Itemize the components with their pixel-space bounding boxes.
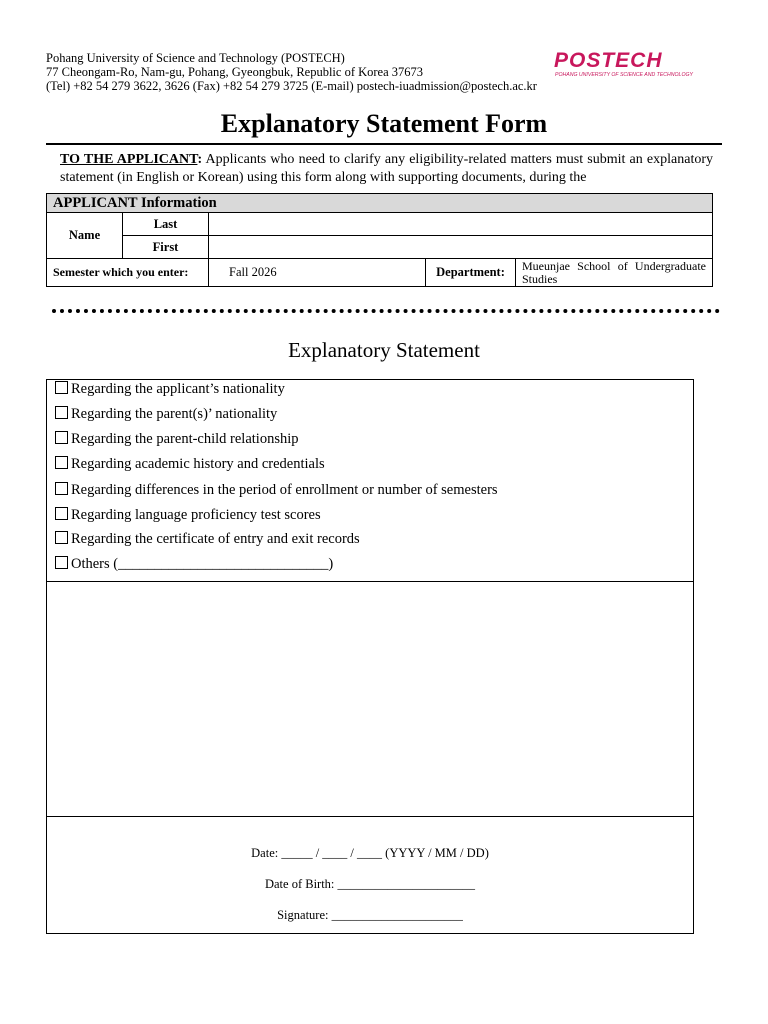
checkbox-icon[interactable] — [55, 456, 68, 469]
signature-line[interactable]: Signature: _____________________ — [277, 908, 463, 922]
option-label: Regarding the applicant’s nationality — [71, 381, 285, 397]
intro-paragraph — [60, 151, 713, 187]
svg-text:POHANG UNIVERSITY OF SCIENCE A: POHANG UNIVERSITY OF SCIENCE AND TECHNOLOGY — [555, 72, 693, 78]
checkbox-option[interactable] — [55, 431, 299, 448]
option-label: Regarding language proficiency test scores — [71, 507, 321, 523]
checkbox-option[interactable] — [55, 482, 498, 499]
checkbox-option[interactable] — [55, 456, 325, 473]
title-rule — [46, 143, 722, 145]
intro-lead: TO THE APPLICANT — [60, 152, 198, 167]
institution-address: 77 Cheongam-Ro, Nam-gu, Pohang, Gyeongbuk, Republic of Korea 37673 — [46, 65, 424, 79]
first-name-label: First — [123, 236, 209, 259]
checkbox-icon[interactable] — [55, 381, 68, 394]
option-label: Others (_____________________________) — [71, 556, 334, 572]
option-label: Regarding the parent-child relationship — [71, 431, 299, 447]
department-field[interactable]: Mueunjae School of Undergraduate Studies — [516, 259, 713, 287]
option-label: Regarding the certificate of entry and exit records — [71, 531, 360, 547]
intro-text: Applicants who need to clarify any eligibility-related matters must submit an explanatory statement (in English or Korean) using this form along with supporting documents, during the — [60, 152, 713, 185]
institution-name: Pohang University of Science and Technology (POSTECH) — [46, 51, 345, 65]
name-label: Name — [47, 213, 123, 259]
statement-title: Explanatory Statement — [288, 338, 480, 362]
date-of-birth-line[interactable]: Date of Birth: ______________________ — [264, 877, 476, 891]
date-line[interactable]: Date: _____ / ____ / ____ (YYYY / MM / DD) — [251, 846, 489, 860]
applicant-section-header: APPLICANT Information — [47, 194, 713, 213]
option-label: Regarding differences in the period of enrollment or number of semesters — [71, 482, 498, 498]
intro-colon: : — [197, 152, 203, 167]
checkbox-option[interactable] — [55, 556, 333, 573]
checkbox-icon[interactable] — [55, 431, 68, 444]
checkbox-icon[interactable] — [55, 406, 68, 419]
applicant-info-table — [46, 193, 713, 287]
first-name-field[interactable] — [209, 236, 713, 259]
postech-logo — [552, 49, 722, 79]
option-label: Regarding academic history and credentials — [71, 456, 325, 472]
semester-label: Semester which you enter: — [47, 259, 209, 287]
dashed-separator — [52, 309, 720, 313]
option-label: Regarding the parent(s)’ nationality — [71, 406, 278, 422]
institution-contact: (Tel) +82 54 279 3622, 3626 (Fax) +82 54 279 3725 (E-mail) postech-iuadmission@postech.ac.kr — [46, 79, 537, 93]
statement-body-field[interactable] — [46, 581, 694, 817]
semester-field[interactable]: Fall 2026 — [209, 259, 426, 287]
checkbox-icon[interactable] — [55, 507, 68, 520]
institution-header — [46, 51, 537, 93]
checkbox-option[interactable] — [55, 406, 277, 423]
last-name-label: Last — [123, 213, 209, 236]
checkbox-option[interactable] — [55, 507, 321, 524]
statement-options-box — [46, 379, 694, 582]
signature-box — [46, 816, 694, 934]
checkbox-option[interactable] — [55, 381, 285, 398]
checkbox-icon[interactable] — [55, 482, 68, 495]
checkbox-icon[interactable] — [55, 556, 68, 569]
form-title: Explanatory Statement Form — [220, 109, 548, 138]
checkbox-option[interactable] — [55, 531, 360, 548]
svg-text:POSTECH: POSTECH — [554, 49, 663, 72]
department-label: Department: — [426, 259, 516, 287]
last-name-field[interactable] — [209, 213, 713, 236]
checkbox-icon[interactable] — [55, 531, 68, 544]
